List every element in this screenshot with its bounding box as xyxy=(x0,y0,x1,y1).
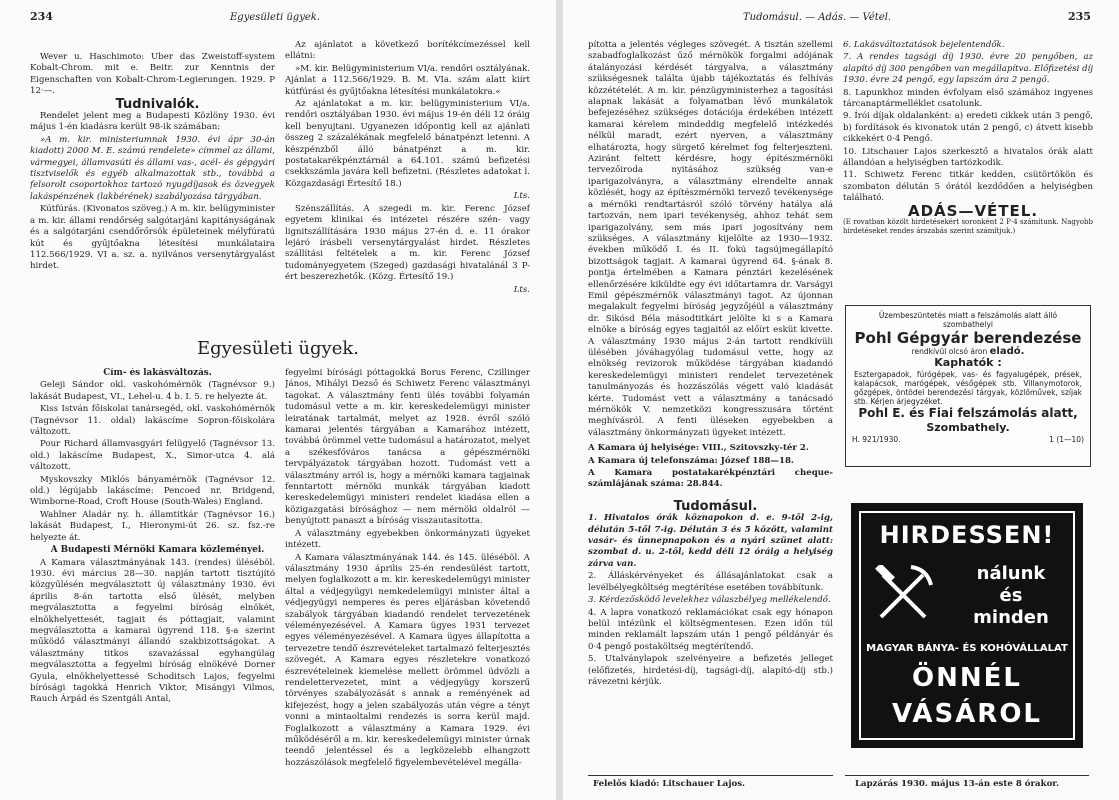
notice-6: 6. Lakásváltoztatások bejelentendők. xyxy=(843,40,1005,50)
paragraph: Az ajánlatot a következő borítékcímezéssel kell ellátni: xyxy=(285,40,530,62)
page-number: 235 xyxy=(1068,10,1091,23)
notice-3: 3. Kérdezősködő levelekhez válaszbélyeg mellékelendő. xyxy=(588,595,831,606)
paragraph: Az ajánlatokat a m. kir. belügyministerium VI/a. rendőri osztályában 1930. évi május 19-én déli 12 óráig kell benyujtani. Ugyanezen időpontig kell az ajánlati összeg 2 százalékának megfelelő bánatpénzt letenni. A készpénzből álló bánatpénzt a m. kir. postatakarékpénztárnál a 64.101. számú befizetési csekkszámla javára kell befizetni. (Részletes adatokat l. Közgazdasági Értesítő 18.) xyxy=(285,99,530,189)
notice-8: 8. Lapunkhoz minden évfolyam első számához ingyenes tárcanaptármelléklet csatolunk. xyxy=(843,87,1093,110)
adas-note: (E rovatban közölt hirdetésekért soronként 2 P·4 számítunk. Nagyobb hirdetéseket rendes árszabás szerint számítjuk.) xyxy=(843,218,1093,236)
ad-company: Pohl E. és Fiai felszámolás alatt, xyxy=(858,406,1078,420)
signature: Lts. xyxy=(513,284,530,295)
notice-11: 11. Schiwetz Ferenc titkár kedden, csütörtökön és szombaton délután 5 órától kezdődően a helyiségben található. xyxy=(843,170,1093,204)
ad-city: Szombathely. xyxy=(926,421,1010,434)
ad-items: Esztergapadok, fúrógépek, vas- és fagyalugépek, prések, kalapácsok, marógépek, vésőgépek stb. Villanymotorok, gőzgépek, öntödei berendezési tárgyak, közlőművek, szíjak stb. Kérjen árjegyzéket. xyxy=(854,370,1082,406)
paragraph: Pour Richard államvasgyári felügyelő (Tagnévsor 13. old.) lakáscíme Budapest, X., Simor-utca 4. alá változott. xyxy=(30,439,275,473)
paragraph: A Kamara választmányának 143. (rendes) ülésébõl. 1930. évi március 28—30. napján tartott tisztújító közgyűlésén megválasztott új választmány 1930. évi április 8-án tartotta első ülését, melyben megválasztotta a fegyelmi bíróság elnökét, elnökhelyettesét, tagjait és póttagjait, valamint megválasztotta a kamarai ügyrend 118. §-a szerint működő választmányi állandó szakbizottságokat. A választmány titkos szavazással egyhangúlag megválasztotta a fegyelmi bíróság elnökévé Dorner Gyula, elnökhelyettessé Schoditsch Lajos, fegyelmi bírósági tagokká Henrich Viktor, Misángyi Vilmos, Rauch Árpád és Szentgáli Antal, xyxy=(30,557,275,705)
paragraph: Myskovszky Miklós bányamérnök (Tagnévsor 12. old.) légújabb lakáscíme: Pencoed nr. Bridgend, Wimborne-Road, Croft House (South-Wales) England. xyxy=(30,474,275,508)
paragraph: Kútfúrás. (Kivonatos szöveg.) A m. kir. belügyminister a m. kir. állami rendőrség salgótarjáni kapitányságának és a salgótarjáni csendőrőrsök épületeinek mélyfúratú kút és gyűjtőakna létesítési munkálataira 112.566/1929. VI a. sz. a. nyilvános versenytárgyalást hirdet. xyxy=(30,204,275,272)
paragraph: Szénszállítás. A szegedi m. kir. Ferenc József egyetem klinikai és intézetei részére szén- vagy lignitszállítására 1930 május 27-én d. e. 11 órakor lejáró írásbeli versenytárgyalást hirdet. Részletes szállítási feltételek a m. kir. Ferenc József tudományegyetem (Szeged) gazdasági hivatalánál 3 P-ért beszerezhetők. (Közg. Értesítő 19.) xyxy=(285,203,530,283)
ad-line-1: HIRDESSEN! xyxy=(879,521,1055,549)
section-title: Tudnivalók. xyxy=(115,96,200,112)
hirdessen-ad xyxy=(851,503,1083,748)
ad-refs: H. 921/1930. 1 (1—10) xyxy=(852,435,1084,444)
book-entry: Wever u. Haschimoto: Über das Zweistoff-system Kobalt-Chrom. mit e. Beitr. zur Kenntnis der Eigenschaften von Kobalt-Chrom-Legierungen. 1929. P 12·—. xyxy=(30,52,275,97)
paragraph: »M. kir. Belügyministerium VI/a. rendőri osztályának. Ajánlat a 112.566/1929. B. M. VIa. szám alatt kiírt kútfúrási és gyűjtőakna létesítési munkálatokra.« xyxy=(285,63,530,97)
signature: Lts. xyxy=(513,191,530,202)
column-left xyxy=(588,40,833,770)
subheading: Cím- és lakásváltozás. xyxy=(103,368,212,378)
hammer-pick-icon xyxy=(873,565,933,625)
footer-rule xyxy=(845,775,1089,776)
ad-available: Kaphatók : xyxy=(934,356,1002,369)
paragraph: Rendelet jelent meg a Budapesti Közlöny 1930. évi május 1-én kiadásra került 98-ik számában: xyxy=(30,111,275,133)
subheading: A Budapesti Mérnöki Kamara közleményei. xyxy=(50,545,265,556)
notice-2: 2. Álláskérvényeket és állásajánlatokat csak a levélbélyegköltség megtérítése esetében továbbítunk. xyxy=(588,571,833,593)
closing-footer: Lapzárás 1930. május 13-án este 8 órakor. xyxy=(855,779,1060,789)
kamara-phone: A Kamara új telefonszáma: József 188—18. xyxy=(588,455,794,466)
column-right xyxy=(843,40,1093,240)
ad-intro: Üzembeszüntetés miatt a felszámolás alatt álló szombathelyi xyxy=(878,311,1058,329)
ad-line-6: ÖNNÉL xyxy=(912,663,1022,693)
page-title: Egyesületi ügyek. xyxy=(197,338,359,359)
notice-4: 4. A lapra vonatkozó reklamációkat csak egy hónapon belül intézünk el költségmentesen. Ezen időn túl minden reklamált lapszám után 1 pengő példányár és 0·4 pengő postaköltség megtérítendő. xyxy=(588,607,833,652)
paragraph: fegyelmi bírósági póttagokká Borus Ferenc, Czillinger János, Mihályi Dezső és Schiwetz Ferenc választmányi tagokat. A választmány fenti ülés további folyamán tudomásul vette a m. kir. kereskedelemügyi minister leiratának tartalmát, melyet az 1928. évről szóló kamarai jelentés tárgyában a Kamarához intézett, továbbá örömmel vette tudomásul a határozatot, melyet a székesfőváros tanácsa a gépészmérnöki tervpályázatok tárgyában hozott. Tudomást vett a választmány arról is, hogy a mérnöki kamara tagjainak fenntartott mérnöki munkák tárgyában kiadott kereskedelemügyi ministeri rendelet kiadása ellen a közigazgatási bírósághoz — nem mérnöki oldalról — benyújtott panaszt a bíróság visszautasította. xyxy=(285,368,530,527)
notice-7: 7. A rendes tagsági díj 1930. évre 20 pengőben, az alapító díj 300 pengőben van megállapítva. Előfizetési díj 1930. évre 24 pengő, egy lapszám ára 2 pengő. xyxy=(843,52,1093,86)
adas-vetel-title: ADÁS—VÉTEL. xyxy=(907,201,1039,220)
paragraph: A választmány egyebekben önkormányzati ügyeket intézett. xyxy=(285,528,530,551)
paragraph: Kiss István főiskolai tanársegéd, okl. vaskohómérnök (Tagnévsor 11. oldal) lakáscíme Sopron-főiskolára változott. xyxy=(30,404,275,438)
publisher-footer: Felelős kiadó: Litschauer Lajos. xyxy=(593,779,746,789)
paragraph: Geleji Sándor okl. vaskohómérnök (Tagnévsor 9.) lakását Budapest, VI., Lehel-u. 4 b. I. 5. re helyezte át. xyxy=(30,380,275,402)
ad-line-5: MAGYAR BÁNYA- ÉS KOHÓVÁLLALAT xyxy=(866,643,1068,654)
paragraph: »A m. kir. ministeriumnak 1930. évi ápr 30-án kiadott) 2000 M. E. számú rendelete» címmel az állami, vármegyei, államvasúti és állami vas-, acél- és gépgyári tisztviselők és egyéb alkalmazottak stb., továbbá a felsorolt csoportokhoz tartozó nyugdíjasok és özvegyek lakáspénzének (lakbérének) szabályozása tárgyában. xyxy=(30,134,275,202)
column-right-bottom xyxy=(285,368,530,788)
ad-offer: rendkívül olcsó áron eladó. xyxy=(911,346,1025,357)
kamara-address: A Kamara új helyisége: VIII., Szitovszky-tér 2. xyxy=(588,443,809,454)
gutter xyxy=(556,0,563,800)
notice-1: 1. Hivatalos órák köznapokon d. e. 9-től 2-ig, délután 5-től 7-ig. Délután 3 és 5 között, valamint vasár- és ünnepnapokon és a nyári szünet alatt: szombat d. u. 2-től, kedd déli 12 óráig a helyiség zárva van. xyxy=(588,513,833,569)
ad-line-4: minden xyxy=(973,607,1049,628)
right-page xyxy=(563,0,1119,800)
running-head: Tudomásul. — Adás. — Vétel. xyxy=(743,12,892,23)
notice-9: 9. Írói díjak oldalanként: a) eredeti cikkek után 3 pengő, b) fordítások és kivonatok után 2 pengő, c) átvett kisebb cikkekért 0·4 Pengő. xyxy=(843,111,1093,145)
column-left-top xyxy=(30,52,275,337)
running-head: Egyesületi ügyek. xyxy=(230,12,320,23)
ad-headline: Pohl Gépgyár berendezése xyxy=(854,329,1082,347)
section-title: Tudomásul. xyxy=(673,498,758,514)
notice-5: 5. Utalványlapok szelvényeire a befizetés jelleget (előfizetés, hirdetési-díj, tagsági-díj, alapító-díj stb.) rávezetni kérjük. xyxy=(588,654,833,687)
paragraph: A Kamara választmányának 144. és 145. ülésébõl. A választmány 1930 április 25-én rendesülést tartott, melyen foglalkozott a m. kir. kereskedelemügyi minister által a védjegyügyi nemkedelemügyi minister által a védjegyügyi nemperes és peres eljárásban követendő szabályok tárgyában kiadandó rendelet tervezetének véleményezésével. A Kamara ügyes 1931 tervezet egyes véleményezésével. A Kamara ügyes állapította a tervezetre tendő észrevételeket tartalmazó felterjesztés szövegét. A Kamara egyes részletekre vonatkozó észrevételeinek kiemelése mellett örömmel üdvözli a rendelettervezetet, mint a védjegyügy korszerű törvényes szabályozását s annak a reményének ad kifejezést, hogy a jelen szabályozás után végre a tényt vonni a mintaoltalmi rendezés is sorra kerül majd. Foglalkozott a választmány a Kamara 1929. évi működéséről a m. kir. kereskedelemügyi minister úrnak teendő jelentéssel és a legközelebb elhangzott hozzászólások megfelelő figyelembevételével megálla- xyxy=(285,552,530,768)
ad-line-7: VÁSÁROL xyxy=(891,699,1043,729)
paragraph: Wahlner Aladár ny. h. államtitkár (Tagnévsor 16.) lakását Budapest, I., Hieronymi-út 26. sz. fsz.-re helyezte át. xyxy=(30,509,275,543)
pohl-ad xyxy=(845,305,1091,467)
page-number: 234 xyxy=(30,10,53,23)
column-left-bottom xyxy=(30,368,275,788)
left-page xyxy=(0,0,556,800)
kamara-account: A Kamara postatakarékpénztári cheque-számlájának száma: 28.844. xyxy=(588,468,833,490)
notice-10: 10. Litschauer Lajos szerkesztő a hivatalos órák alatt állandóan a helyiségben tartózkodik. xyxy=(843,146,1093,169)
ad-line-2: nálunk xyxy=(976,563,1046,584)
footer-rule xyxy=(588,775,833,776)
paragraph: pította a jelentés végleges szövegét. A tisztán szellemi szabadfoglalkozást űző mérnökök forgalmi adójának átalányozási kérdését tárgyalva, a választmány szükségesnek találta újabb tájékoztatás és felhívás közzétételét. A m. kir. pénzügyministerhez a tagosítási alapnak lakását a folyamatban lévő munkálatok befejezéséhez szükséges dotációja érdekében intézett kamarai kérelem mindeddig megfelelő intézkedés nélkül maradt, ezért nyerven, a választmány elhatározta, hogy sürgető kérelmet fog felterjeszteni. Aziránt feltett kérdésre, hogy építészmérnöki tervezőiroda nyitásához szükség van-e iparigazolványra, a választmány elrendelte annak közlését, hogy az építészmérnöki tervező tevékenysége a mérnöki rendtartásról szóló törvény hatálya alá tartozván, nem ipari tevékenység, ahhoz tehát sem iparigazolvány, sem más ipari jogosítvány nem szükséges. A választmány kijelölte az 1930—1932. években működő I. és II. fokú tagsújmegállapító bizottságok tagjait. A kamarai ügyrend 64. §-ának 8. pontja értelmében a Kamara pénztári kezelésének ellenőrzésére kiküldte egy évi időtartamra dr. Varságyi Emil gépészmérnök választmányi tagot. Az újonnan megalakult fegyelmi bíróság jegyzőjéül a választmány dr. Sikósd Béla másodtitkárt jelölte ki s a Kamara elnöke a bíróság egyes tagjaitól az előírt esküt kivette. A választmány 1930 május 2-án tartott rendkívüli ülésében jóváhagyólag tudomásul vette, hogy az elnökség revizorok működése tárgyában kiadandó kereskedelemügyi ministeri rendelet tervezetének tanulmányozás és hozzászólás végett való kiadását kérte. Tudomást vett a választmány a tanácsadó mérnökök V. nemzetközi kongresszusára történt meghívásról. A fenti üléseken egyebekben a választmány önkormányzati ügyeket intézett. xyxy=(588,40,833,438)
column-right-top xyxy=(285,40,530,335)
ad-line-3: és xyxy=(999,585,1023,606)
